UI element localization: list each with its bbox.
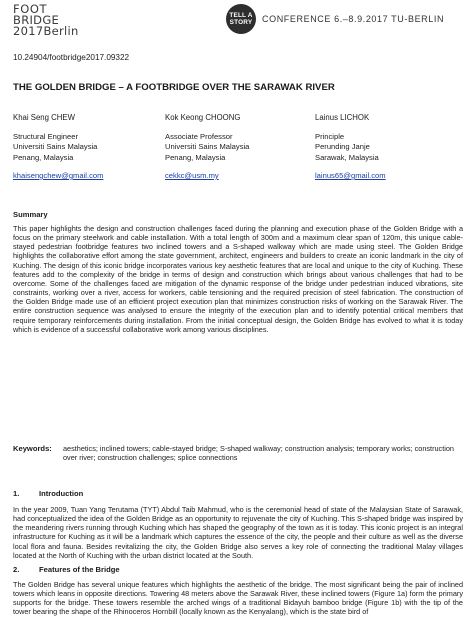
author-place: Sarawak, Malaysia bbox=[315, 152, 379, 162]
author-org: Universiti Sains Malaysia bbox=[13, 142, 98, 151]
badge-line-1: TELL A bbox=[229, 12, 253, 19]
footbridge-logo bbox=[13, 4, 79, 37]
tell-a-story-badge bbox=[226, 4, 256, 34]
logo-line-2: BRIDGE bbox=[13, 13, 60, 27]
logo-year: 2017Berlin bbox=[13, 24, 79, 38]
author-place: Penang, Malaysia bbox=[165, 152, 226, 162]
author-role: Principle bbox=[315, 131, 345, 141]
summary-text: This paper highlights the design and construction challenges faced during the planning and execution phase of the Golden Bridge with a focus on the primary steelwork and cable installation. With a total length of 300m and a maximum clear span of 120m, this unique cable-stayed pedestrian footbridge features two inclined towers and a S-shaped walkway which are made using steel. The Golden Bridge highlights the collaborative effort among the state government, architect, engineers and builders to create an iconic landmark in the city of Kuching. The design of this iconic bridge incorporates various key aesthetic features that are local and unique to the city of Kuching. These features add to the complexity of the bridge in terms of design and construction which brings about various challenges that had to be overcome. Some of the challenges faced are mitigation of the dynamic response of the bridge under pedestrian induced vibrations, site constraints, working over a river, access for workers, cable tensioning and the required precision of steel fabrication. The construction of the Golden Bridge made use of an efficient project execution plan that minimizes construction risks of working on the Sarawak River. The entire construction sequence was analysed to ensure the integrity of the execution plan and to identify potential critical members that require temporary reinforcements during installation. From the initial conceptual design, the Golden Bridge has evolved to what it is today which is evidence of a successful collaborative work among various disciplines. bbox=[13, 224, 463, 334]
author-block bbox=[315, 113, 386, 182]
page-header bbox=[0, 0, 476, 46]
author-block bbox=[165, 113, 249, 182]
author-role: Structural Engineer bbox=[13, 131, 79, 141]
section-1-number: 1. bbox=[13, 489, 20, 498]
section-1-text: In the year 2009, Tuan Yang Terutama (TYT) Abdul Taib Mahmud, who is the ceremonial head of state of the Malaysian State of Sarawak, had conceptualized the idea of the Golden Bridge as an opportunity to rejuvenate the city of Kuching. This S-shaped bridge was inspired by the meandering rivers running through Kuching which has shaped the geography of the town as it is today. This iconic project is an integral infrastructure for Kuching as it will be a landmark which captures the essence of the city, the people and their culture as well as the diverse local flora and fauna. Besides revitalizing the city, the Golden Bridge also serves a key role of connecting the traditional Malay villages located at the North of Kuching with the urban district located at the South. bbox=[13, 505, 463, 560]
section-1-title: Introduction bbox=[39, 489, 84, 498]
badge-line-2: STORY bbox=[229, 19, 253, 26]
author-place: Penang, Malaysia bbox=[13, 152, 74, 162]
author-name: Kok Keong CHOONG bbox=[165, 113, 241, 122]
section-2-text: The Golden Bridge has several unique features which highlights the aesthetic of the bridge. The most significant being the pair of inclined towers which leans in opposite directions. Towering 48 meters above the Sarawak River, these inclined towers (Figure 1a) form the primary supports for the bridge. These towers resemble the arched wings of a traditional Bidayuh bamboo bridge (Figure 1b) with the tip of the tower bearing the shape of the Rhinoceros Hornbill (locally known as the Kenyalang), which is the state bird of bbox=[13, 580, 463, 617]
section-1-heading bbox=[13, 489, 83, 498]
summary-heading: Summary bbox=[13, 210, 48, 219]
conference-info: CONFERENCE 6.–8.9.2017 TU-BERLIN bbox=[262, 14, 445, 24]
author-email-link[interactable]: cekkc@usm.my bbox=[165, 171, 219, 180]
author-email-link[interactable]: lainus65@gmail.com bbox=[315, 171, 386, 180]
keywords-label: Keywords: bbox=[13, 444, 52, 453]
keywords-text: aesthetics; inclined towers; cable-stayed bridge; S-shaped walkway; construction analysis; temporary works; construction over river; construction challenges; splice connections bbox=[63, 444, 454, 463]
author-email-link[interactable]: khaisengchew@gmail.com bbox=[13, 171, 104, 180]
author-org: Universiti Sains Malaysia bbox=[165, 142, 250, 151]
author-role: Associate Professor bbox=[165, 131, 233, 141]
author-block bbox=[13, 113, 103, 182]
section-2-heading bbox=[13, 565, 120, 574]
author-name: Lainus LICHOK bbox=[315, 113, 370, 122]
author-name: Khai Seng CHEW bbox=[13, 113, 75, 122]
doi: 10.24904/footbridge2017.09322 bbox=[13, 53, 130, 62]
section-2-title: Features of the Bridge bbox=[39, 565, 120, 574]
logo-line-1: FOOT bbox=[13, 2, 48, 16]
paper-title: THE GOLDEN BRIDGE – A FOOTBRIDGE OVER THE SARAWAK RIVER bbox=[13, 82, 335, 93]
section-2-number: 2. bbox=[13, 565, 20, 574]
author-org: Perunding Janje bbox=[315, 142, 370, 151]
